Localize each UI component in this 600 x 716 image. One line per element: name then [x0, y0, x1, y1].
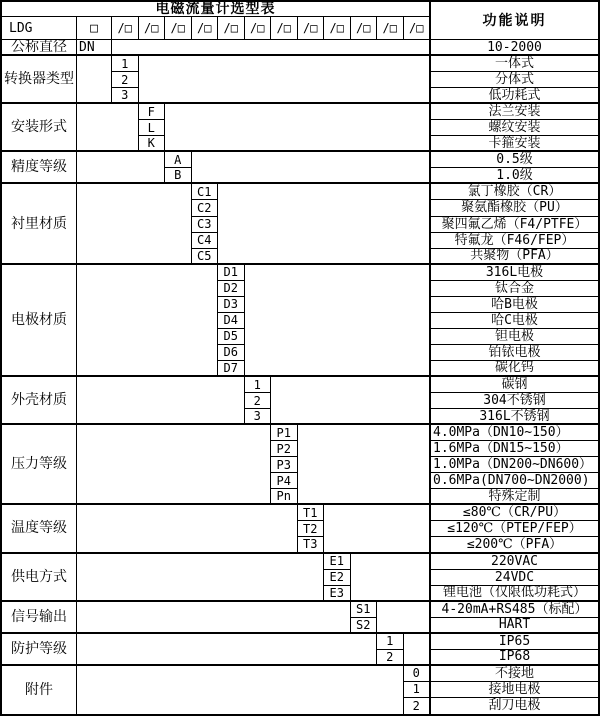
- category-label: 压力等级: [2, 425, 77, 505]
- empty-cell: [77, 56, 112, 104]
- option-code: 2: [112, 72, 139, 88]
- code-slot: /□: [112, 17, 139, 40]
- option-desc: 4-20mA+RS485（标配）: [430, 602, 598, 618]
- option-desc: 接地电极: [430, 682, 598, 698]
- option-code: B: [165, 168, 192, 184]
- empty-cell: [324, 505, 430, 553]
- option-desc: 哈B电极: [430, 297, 598, 313]
- empty-cell: [404, 634, 431, 666]
- empty-cell: [77, 554, 324, 602]
- option-code: D2: [218, 281, 245, 297]
- option-code: T1: [298, 505, 325, 521]
- code-slot: /□: [271, 17, 298, 40]
- option-desc: 钛合金: [430, 281, 598, 297]
- option-code: E2: [324, 570, 351, 586]
- code-slot: /□: [165, 17, 192, 40]
- option-desc: 1.0MPa（DN200~DN600）: [430, 457, 598, 473]
- option-code: D7: [218, 361, 245, 377]
- option-desc: 铂铱电极: [430, 345, 598, 361]
- empty-cell: [77, 184, 192, 264]
- option-desc: 0.5级: [430, 152, 598, 168]
- option-desc: 刮刀电极: [430, 698, 598, 714]
- option-desc: 锂电池（仅限低功耗式）: [430, 586, 598, 602]
- option-desc: 共聚物（PFA）: [430, 249, 598, 265]
- option-code: D6: [218, 345, 245, 361]
- option-code: P2: [271, 441, 298, 457]
- empty-cell: [77, 104, 139, 152]
- option-code: 3: [245, 409, 272, 425]
- empty-cell: [192, 152, 431, 184]
- empty-cell: [77, 602, 351, 634]
- option-code: Pn: [271, 489, 298, 505]
- option-desc: 316L电极: [430, 265, 598, 281]
- option-code: E3: [324, 586, 351, 602]
- empty-cell: [377, 602, 430, 634]
- code-slot: /□: [377, 17, 404, 40]
- table-title: 电磁流量计选型表: [2, 2, 430, 17]
- option-desc: 不接地: [430, 666, 598, 682]
- code-slot: /□: [245, 17, 272, 40]
- option-desc: 法兰安装: [430, 104, 598, 120]
- option-desc: ≤120℃（PTEP/FEP）: [430, 521, 598, 537]
- empty-cell: [77, 152, 165, 184]
- option-code: C2: [192, 200, 219, 216]
- option-desc: 聚四氟乙烯（F4/PTFE）: [430, 217, 598, 233]
- code-slot: /□: [218, 17, 245, 40]
- model-prefix: LDG: [2, 17, 77, 40]
- empty-cell: [77, 666, 404, 714]
- empty-cell: [77, 377, 245, 425]
- option-code: 3: [112, 88, 139, 104]
- code-slot: /□: [192, 17, 219, 40]
- category-label-diameter: 公称直径: [2, 40, 77, 56]
- option-code: E1: [324, 554, 351, 570]
- category-label: 防护等级: [2, 634, 77, 666]
- category-label: 供电方式: [2, 554, 77, 602]
- option-desc: 0.6MPa(DN700~DN2000): [430, 473, 598, 489]
- option-desc: 1.0级: [430, 168, 598, 184]
- category-label: 转换器类型: [2, 56, 77, 104]
- option-code: S1: [351, 602, 378, 618]
- option-desc: ≤80℃（CR/PU）: [430, 505, 598, 521]
- option-code: P3: [271, 457, 298, 473]
- option-desc: 1.6MPa（DN15~150）: [430, 441, 598, 457]
- option-code: P4: [271, 473, 298, 489]
- option-desc: IP68: [430, 650, 598, 666]
- option-desc: 特氟龙（F46/FEP）: [430, 233, 598, 249]
- empty-cell: [351, 554, 431, 602]
- option-code: T2: [298, 521, 325, 537]
- category-label: 精度等级: [2, 152, 77, 184]
- category-label: 温度等级: [2, 505, 77, 553]
- option-code: D3: [218, 297, 245, 313]
- option-code: C1: [192, 184, 219, 200]
- option-code: D5: [218, 329, 245, 345]
- empty-cell: [298, 425, 431, 505]
- option-desc: HART: [430, 618, 598, 634]
- code-slot: /□: [351, 17, 378, 40]
- category-label: 外壳材质: [2, 377, 77, 425]
- option-code: 2: [404, 698, 431, 714]
- option-code: A: [165, 152, 192, 168]
- code-slot: /□: [139, 17, 166, 40]
- diameter-code: DN: [77, 40, 112, 56]
- option-desc: 碳化钨: [430, 361, 598, 377]
- option-code: D4: [218, 313, 245, 329]
- empty-cell: [77, 505, 298, 553]
- option-desc: 聚氨酯橡胶（PU）: [430, 200, 598, 216]
- option-code: D1: [218, 265, 245, 281]
- option-code: T3: [298, 537, 325, 553]
- category-label: 安装形式: [2, 104, 77, 152]
- empty-cell: [139, 56, 431, 104]
- option-desc: 分体式: [430, 72, 598, 88]
- option-code: 2: [377, 650, 404, 666]
- empty-cell: [77, 265, 218, 377]
- option-desc: ≤200℃（PFA）: [430, 537, 598, 553]
- option-desc: 一体式: [430, 56, 598, 72]
- category-label: 电极材质: [2, 265, 77, 377]
- option-desc: 316L不锈钢: [430, 409, 598, 425]
- empty-cell: [165, 104, 430, 152]
- option-desc: 碳钢: [430, 377, 598, 393]
- option-code: 1: [377, 634, 404, 650]
- function-header: 功能说明: [430, 2, 598, 40]
- empty-cell: [112, 40, 430, 56]
- option-desc: IP65: [430, 634, 598, 650]
- option-code: L: [139, 120, 166, 136]
- option-desc: 哈C电极: [430, 313, 598, 329]
- option-code: C5: [192, 249, 219, 265]
- empty-cell: [77, 425, 271, 505]
- option-code: 0: [404, 666, 431, 682]
- code-slot: /□: [404, 17, 431, 40]
- option-desc: 卡箍安装: [430, 136, 598, 152]
- option-desc: 钽电极: [430, 329, 598, 345]
- model-box: □: [77, 17, 112, 40]
- option-desc: 螺纹安装: [430, 120, 598, 136]
- option-code: 1: [245, 377, 272, 393]
- option-code: C3: [192, 217, 219, 233]
- option-code: F: [139, 104, 166, 120]
- diameter-desc: 10-2000: [430, 40, 598, 56]
- option-desc: 4.0MPa（DN10~150）: [430, 425, 598, 441]
- category-label: 附件: [2, 666, 77, 714]
- option-code: 1: [112, 56, 139, 72]
- category-label: 信号输出: [2, 602, 77, 634]
- empty-cell: [77, 634, 377, 666]
- option-code: 2: [245, 393, 272, 409]
- option-code: S2: [351, 618, 378, 634]
- empty-cell: [271, 377, 430, 425]
- option-desc: 低功耗式: [430, 88, 598, 104]
- category-label: 衬里材质: [2, 184, 77, 264]
- empty-cell: [245, 265, 431, 377]
- code-slot: /□: [298, 17, 325, 40]
- option-desc: 24VDC: [430, 570, 598, 586]
- option-desc: 氯丁橡胶（CR）: [430, 184, 598, 200]
- option-code: K: [139, 136, 166, 152]
- option-code: C4: [192, 233, 219, 249]
- option-code: 1: [404, 682, 431, 698]
- option-desc: 220VAC: [430, 554, 598, 570]
- empty-cell: [218, 184, 430, 264]
- option-desc: 特殊定制: [430, 489, 598, 505]
- option-code: P1: [271, 425, 298, 441]
- option-desc: 304不锈钢: [430, 393, 598, 409]
- code-slot: /□: [324, 17, 351, 40]
